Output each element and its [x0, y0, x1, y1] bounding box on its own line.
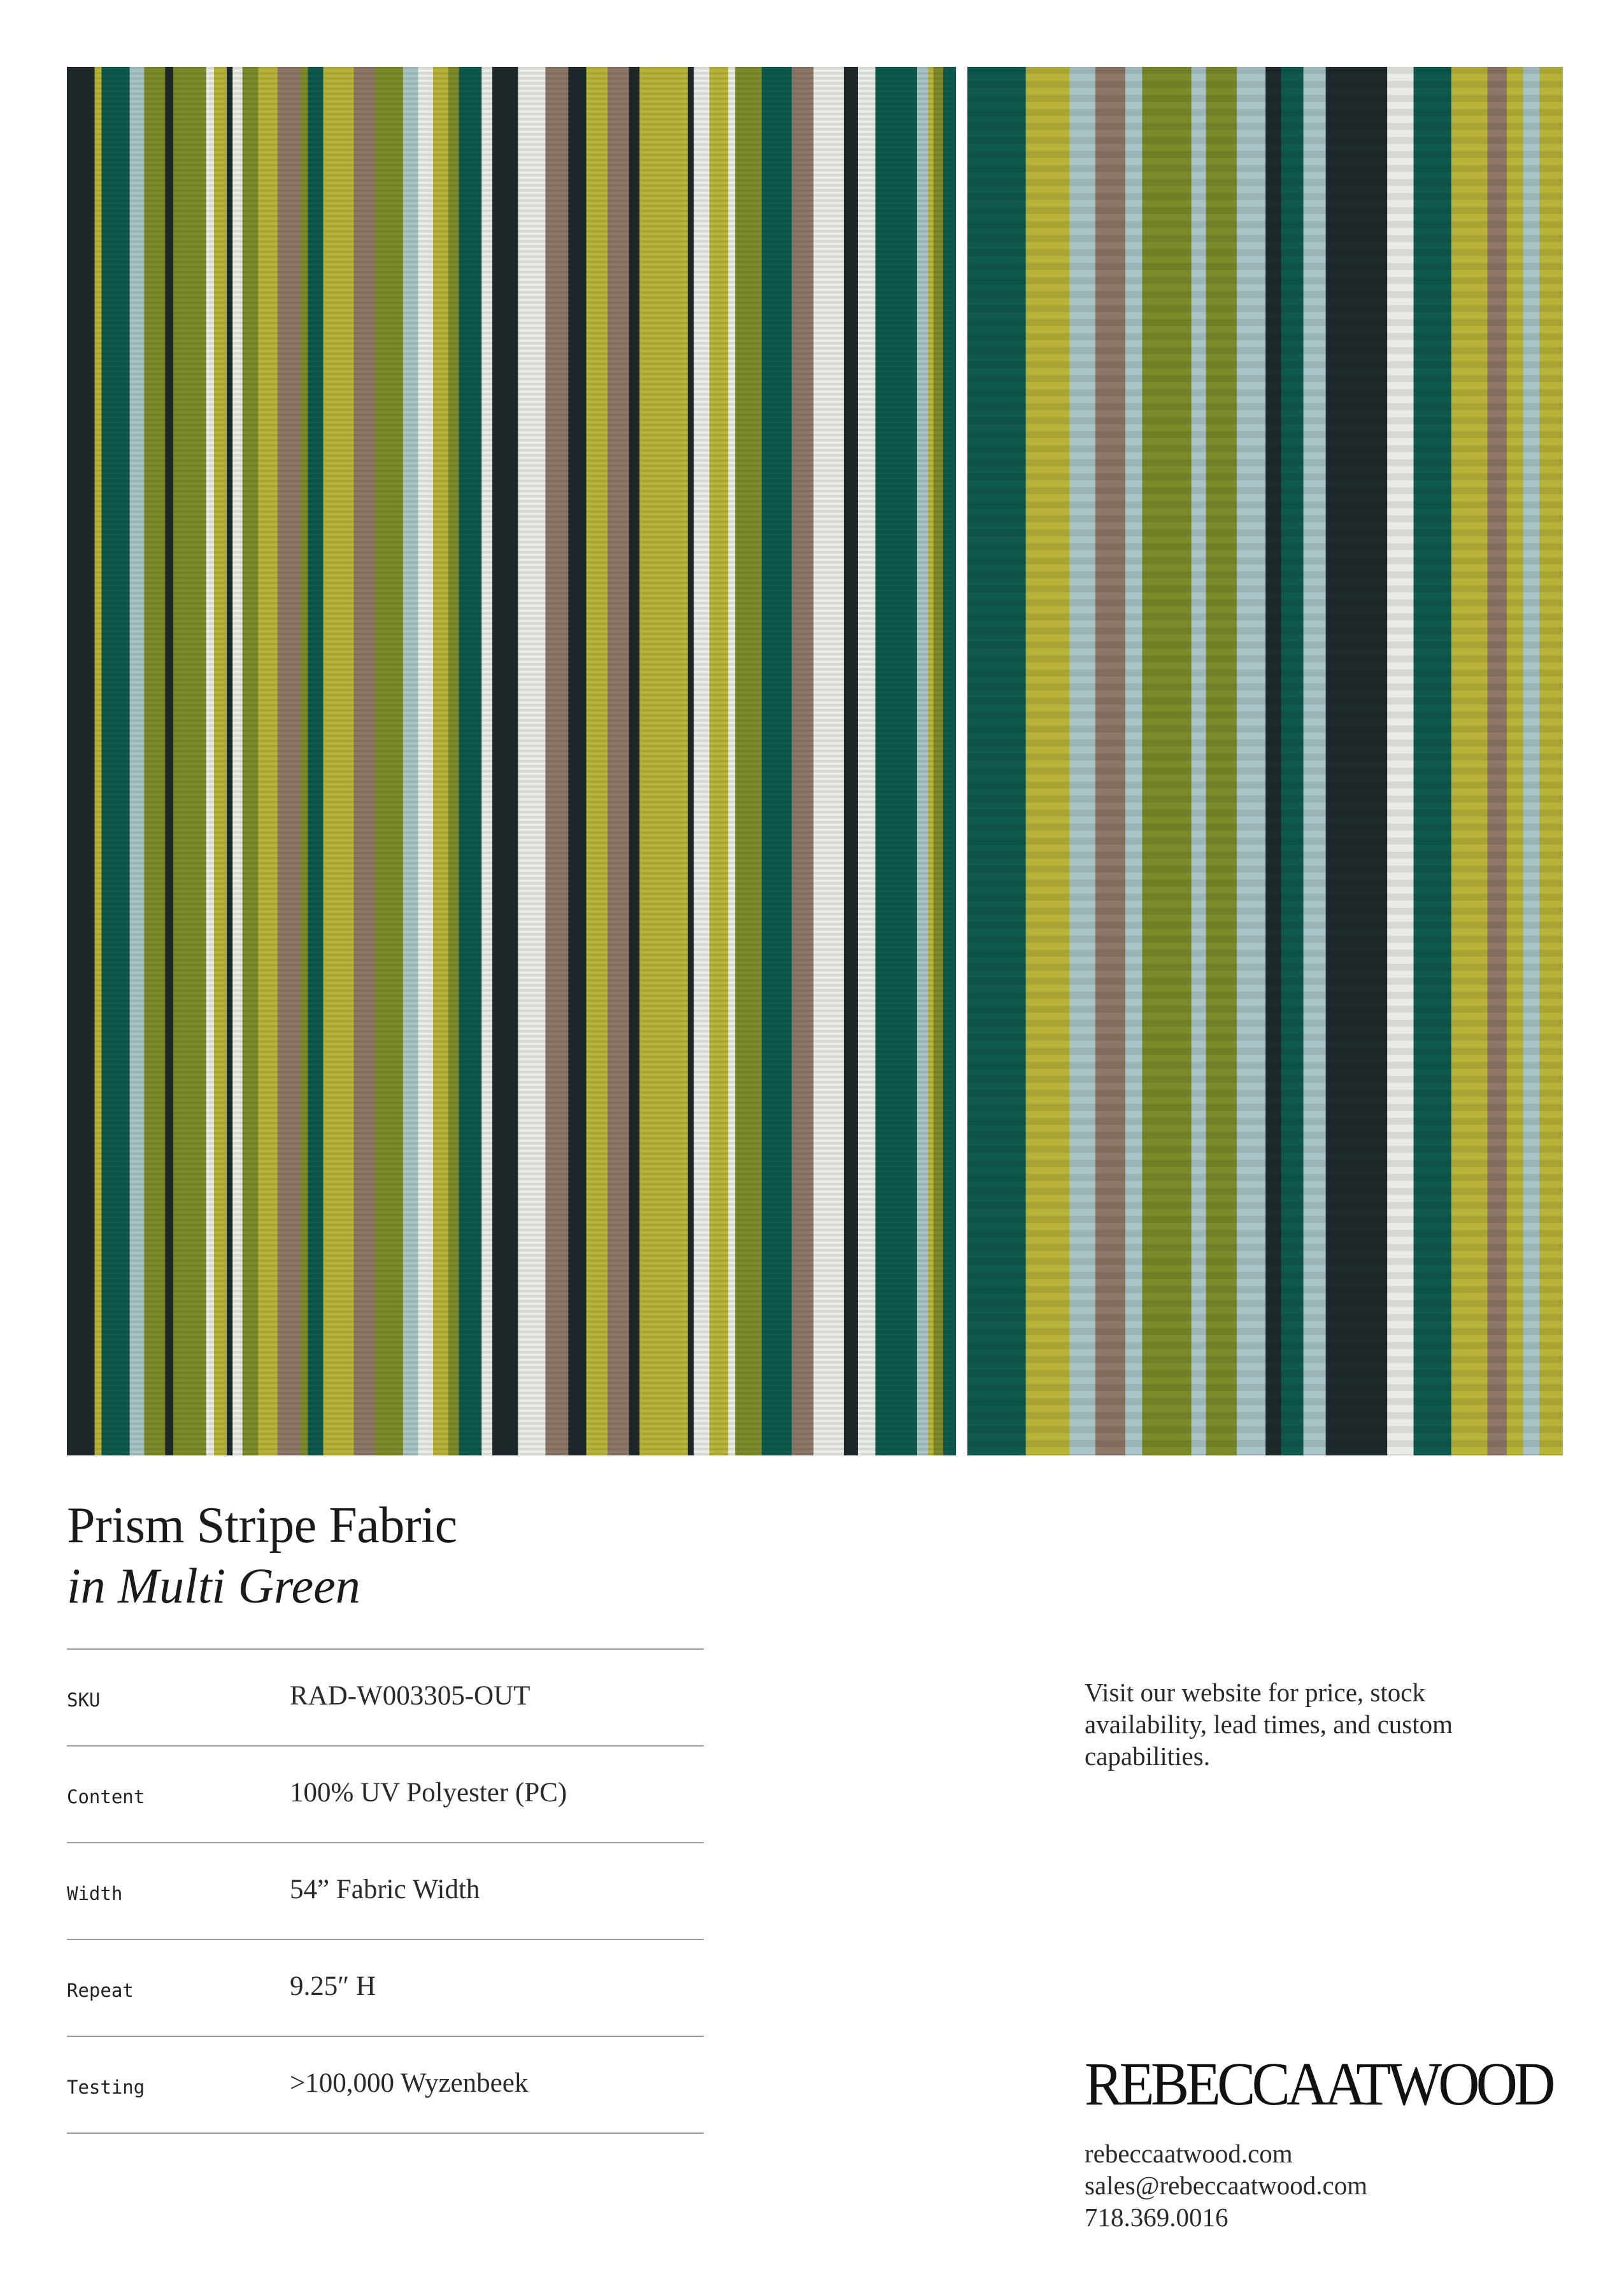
spec-label: Testing [67, 2076, 145, 2098]
spec-label: Content [67, 1786, 145, 1808]
spec-value: >100,000 Wyzenbeek [290, 2068, 529, 2098]
spec-label: Width [67, 1883, 123, 1904]
spec-table [67, 1648, 704, 2134]
fabric-stripes-right [967, 67, 1563, 1455]
spec-value: 54” Fabric Width [290, 1875, 480, 1904]
spec-row-sku [67, 1648, 704, 1745]
product-colorway: in Multi Green [67, 1558, 360, 1613]
spec-row-content [67, 1745, 704, 1842]
product-title: Prism Stripe Fabric [67, 1497, 457, 1554]
spec-row-repeat [67, 1939, 704, 2036]
spec-row-testing [67, 2036, 704, 2134]
website-link[interactable]: rebeccaatwood.com [1085, 2139, 1293, 2168]
spec-label: SKU [67, 1689, 101, 1711]
spec-value: 9.25″ H [290, 1971, 376, 2001]
brand-logo: REBECCAATWOOD [1085, 2050, 1552, 2118]
contact-block [1085, 2138, 1367, 2233]
phone-number: 718.369.0016 [1085, 2203, 1229, 2232]
fabric-stripes-left [67, 67, 956, 1455]
spec-row-width [67, 1842, 704, 1939]
visit-website-note: Visit our website for price, stock availability, lead times, and custom capabilities. [1085, 1678, 1453, 1771]
fabric-swatch-closeup [967, 67, 1563, 1455]
email-link[interactable]: sales@rebeccaatwood.com [1085, 2171, 1368, 2200]
fabric-swatch-full [67, 67, 956, 1455]
spec-label: Repeat [67, 1980, 134, 2001]
spec-value: RAD-W003305-OUT [290, 1681, 531, 1711]
spec-value: 100% UV Polyester (PC) [290, 1778, 567, 1808]
